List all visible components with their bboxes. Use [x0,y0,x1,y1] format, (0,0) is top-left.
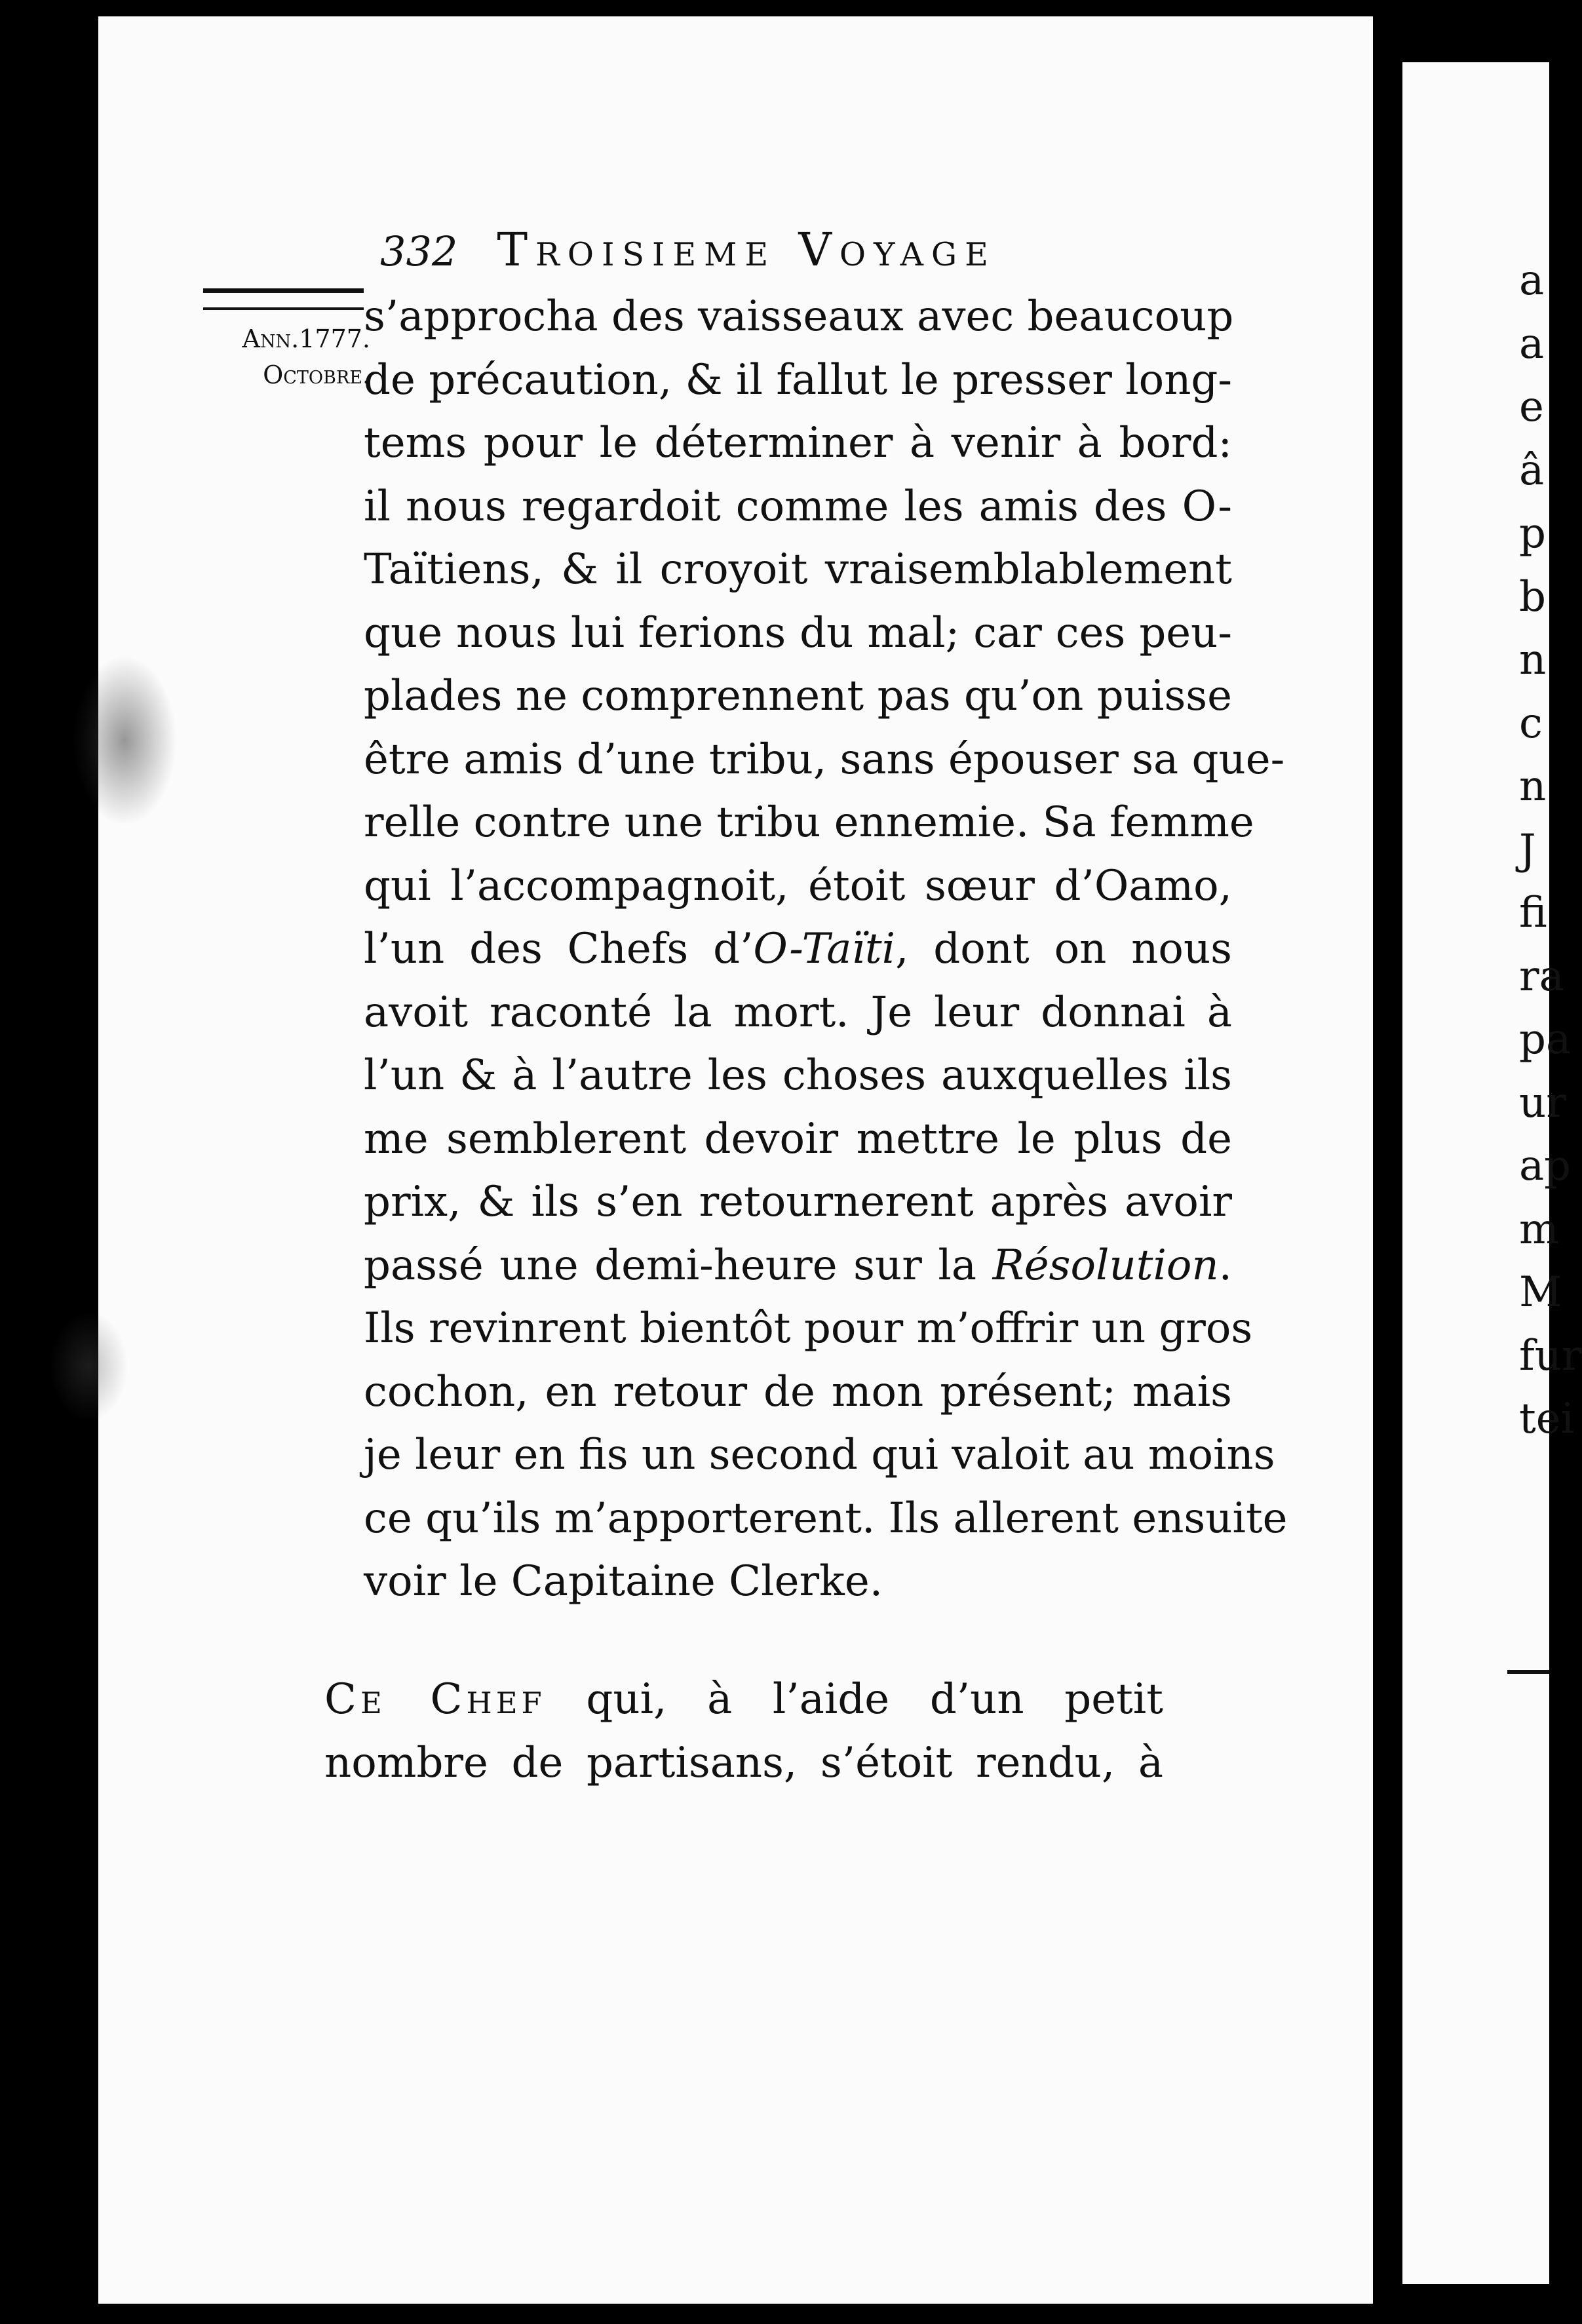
right-page-fragment: n [1519,762,1547,811]
right-page-fragment: n [1519,636,1547,684]
paragraph-1-line: Ils revinrent bientôt pour m’offrir un gros [364,1304,1253,1353]
right-page-rule [1507,1670,1549,1674]
paragraph-1-line: de précaution, & il fallut le presser long- [364,355,1232,404]
paragraph-1-line: tems pour le déterminer à venir à bord: [364,419,1232,467]
paragraph-1-line: relle contre une tribu ennemie. Sa femme [364,798,1254,847]
right-page-fragment: ap [1519,1142,1572,1190]
italic-term: O-Taïti [753,925,896,973]
paragraph-1-line: s’approcha des vaisseaux avec beaucoup [364,292,1234,341]
margin-note-year: Ann.1777. [242,324,370,353]
right-page-fragment: c [1519,699,1543,748]
right-page-fragment: tei [1519,1395,1575,1443]
page-number: 332 [380,227,458,275]
paragraph-2 [324,1668,1163,1794]
paragraph-1-line: plades ne comprennent pas qu’on puisse [364,672,1232,720]
ink-smudge [72,655,177,826]
paragraph-1 [364,285,1288,1614]
right-page-fragment: e [1519,383,1544,431]
paragraph-1-line: prix, & ils s’en retournerent après avoir [364,1178,1232,1226]
paragraph-1-line: voir le Capitaine Clerke. [364,1557,883,1606]
paragraph-1-line: je leur en fis un second qui valoit au moins [364,1431,1275,1479]
paragraph-2-line: nombre de partisans, s’étoit rendu, à [324,1738,1163,1787]
margin-note-month: Octobre. [263,360,370,389]
right-page-fragment: fur [1519,1331,1582,1380]
right-page-fragments [1519,249,1582,1451]
right-page-fragment: M [1519,1268,1562,1317]
italic-term: Résolution [992,1241,1219,1290]
paragraph-1-line: passé une demi-heure sur la Résolution. [364,1241,1232,1290]
right-page-fragment: a [1519,256,1545,305]
double-rule [203,288,364,310]
right-page-fragment: ur [1519,1078,1566,1127]
paragraph-2-line-text: qui, à l’aide d’un petit [545,1675,1163,1724]
paragraph-1-line: être amis d’une tribu, sans épouser sa que- [364,735,1285,784]
paragraph-1-line: Taïtiens, & il croyoit vraisemblablement [364,545,1232,594]
right-page-fragment: â [1519,446,1545,495]
paragraph-1-line: cochon, en retour de mon présent; mais [364,1367,1232,1416]
paragraph-2-line [324,1668,1163,1732]
running-head [380,223,1114,277]
right-page-fragment: a [1519,319,1545,368]
paragraph-1-line: ce qu’ils m’apporterent. Ils allerent ensuite [364,1494,1288,1543]
paragraph-1-line: l’un des Chefs d’O-Taïti, dont on nous [364,925,1232,973]
paragraph-1-line: avoit raconté la mort. Je leur donnai à [364,988,1232,1037]
paragraph-1-line: l’un & à l’autre les choses auxquelles ils [364,1051,1232,1100]
paragraph-1-line: qui l’accompagnoit, étoit sœur d’Oamo, [364,861,1232,910]
right-page-fragment: J [1519,825,1536,874]
right-page-fragment: fi [1519,889,1547,937]
right-page-fragment: b [1519,572,1546,621]
paragraph-1-line: que nous lui ferions du mal; car ces peu- [364,608,1232,657]
right-page-fragment: p [1519,509,1546,558]
ink-smudge [49,1311,128,1422]
right-page-fragment: m [1519,1205,1559,1254]
paragraph-2-lead: Ce Chef [324,1675,546,1724]
paragraph-1-line: me semblerent devoir mettre le plus de [364,1114,1232,1163]
paragraph-1-line: il nous regardoit comme les amis des O- [364,482,1232,531]
right-page-fragment: pa [1519,1015,1572,1064]
running-title: Troisieme Voyage [497,223,996,277]
right-page-fragment: ra [1519,952,1564,1001]
margin-note [197,321,370,393]
